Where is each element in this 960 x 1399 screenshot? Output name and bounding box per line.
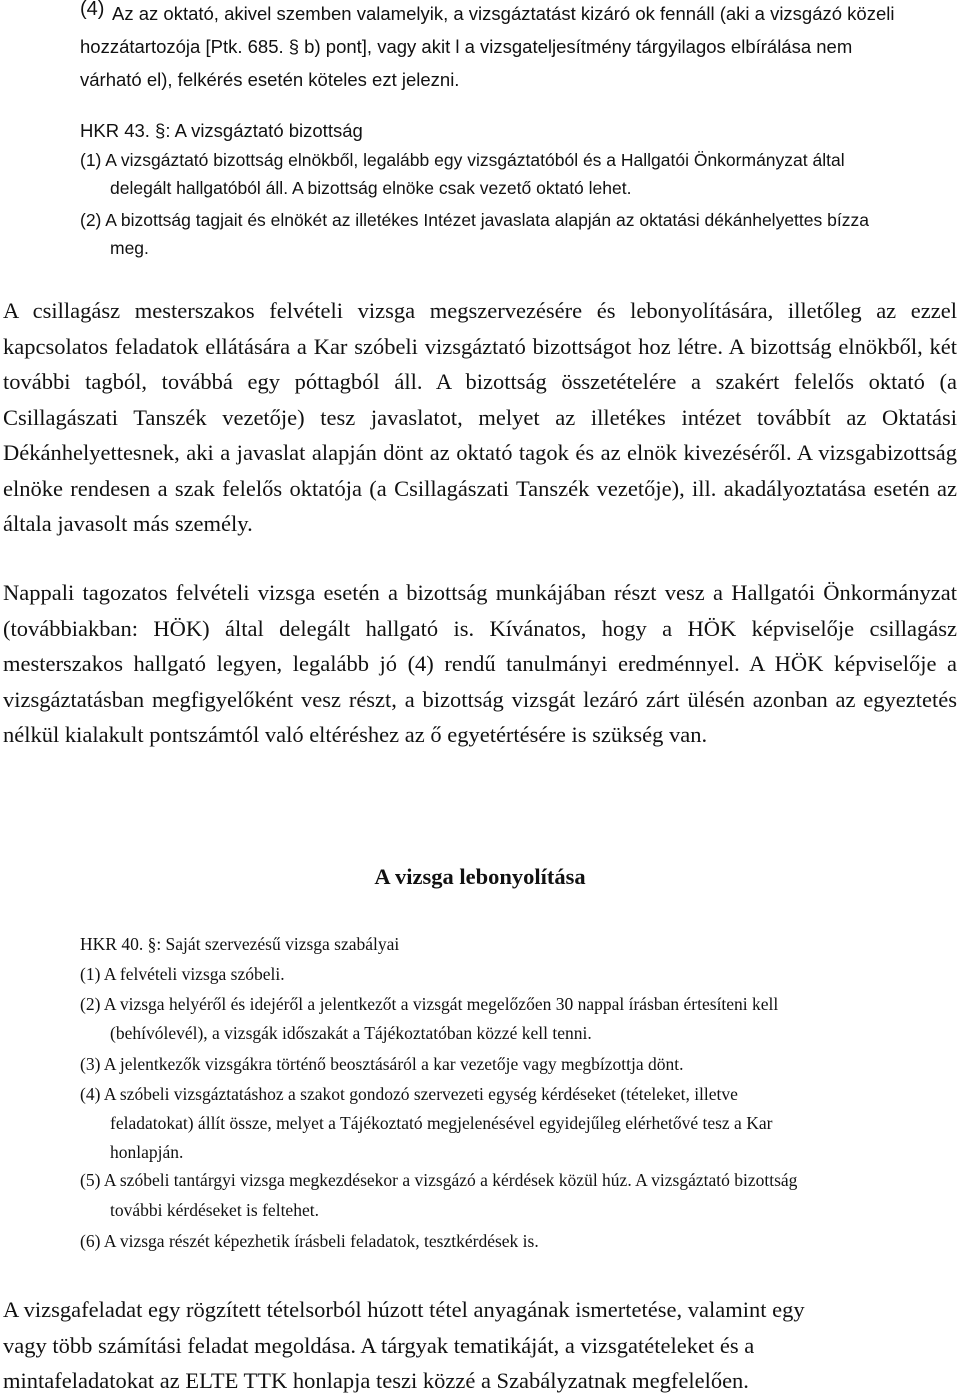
exam-task-line: A vizsgafeladat egy rögzített tételsorból húzott tétel anyagának ismertetése, valamint egy bbox=[3, 1297, 805, 1322]
paragraph-4-number: (4) bbox=[80, 0, 105, 20]
hkr40-item-cont: további kérdéseket is feltehet. bbox=[110, 1200, 319, 1220]
hkr43-item-1-cont: delegált hallgatóból áll. A bizottság elnöke csak vezető oktató lehet. bbox=[110, 178, 632, 198]
hkr43-item-2-cont: meg. bbox=[110, 238, 149, 258]
paragraph-4-line: várható el), felkérés esetén köteles ezt jelezni. bbox=[80, 69, 460, 90]
hkr40-item-cont: (behívólevél), a vizsgák időszakát a Tájékoztatóban közzé kell tenni. bbox=[110, 1023, 592, 1043]
hkr40-item-cont: feladatokat) állít össze, melyet a Tájékoztató megjelenésével egyidejűleg elérhetővé tesz a Kar bbox=[110, 1113, 773, 1133]
paragraph-4-line: hozzátartozója [Ptk. 685. § b) pont], vagy akit l a vizsgateljesítmény tárgyilagos elbírálása nem bbox=[80, 36, 853, 57]
hkr43-title: HKR 43. §: A vizsgáztató bizottság bbox=[80, 120, 363, 141]
hkr40-item-cont: honlapján. bbox=[110, 1142, 184, 1162]
hkr40-item: (5) A szóbeli tantárgyi vizsga megkezdésekor a vizsgázó a kérdések közül húz. A vizsgáztató bizottság bbox=[80, 1170, 798, 1190]
paragraph-committee: A csillagász mesterszakos felvételi vizsga megszervezésére és lebonyolítására, illetőleg az ezzel kapcsolatos feladatok ellátására a Kar szóbeli vizsgáztató bizottságot hoz létre. A bizottság elnökből, két további tagból, továbbá egy póttagból áll. A bizottság összetételére a szakért felelős oktató (a Csillagászati Tanszék vezetője) tesz javaslatot, melyet az illetékes intézet továbbít az Oktatási Dékánhelyettesnek, aki a javaslat alapján dönt az oktató tagok és az elnök kivezéséről. A vizsgabizottság elnöke rendesen a szak felelős oktatója (a Csillagászati Tanszék vezetője), ill. akadályoztatása esetén az általa javasolt más személy. bbox=[3, 298, 957, 536]
hkr43-item-1: (1) A vizsgáztató bizottság elnökből, legalább egy vizsgáztatóból és a Hallgatói Önkormányzat által bbox=[80, 150, 845, 170]
hkr40-item: (6) A vizsga részét képezhetik írásbeli feladatok, tesztkérdések is. bbox=[80, 1231, 539, 1251]
section-heading: A vizsga lebonyolítása bbox=[374, 864, 586, 889]
hkr40-item: (2) A vizsga helyéről és idejéről a jelentkezőt a vizsgát megelőzően 30 nappal írásban értesíteni kell bbox=[80, 994, 779, 1014]
hkr40-title: HKR 40. §: Saját szervezésű vizsga szabályai bbox=[80, 934, 400, 954]
hkr43-item-2: (2) A bizottság tagjait és elnökét az illetékes Intézet javaslata alapján az oktatási dékánhelyettes bízza bbox=[80, 210, 869, 230]
exam-task-line: mintafeladatokat az ELTE TTK honlapja teszi közzé a Szabályzatnak megfelelően. bbox=[3, 1368, 749, 1393]
paragraph-4-line: Az az oktató, akivel szemben valamelyik, a vizsgáztatást kizáró ok fennáll (aki a vizsgázó közeli bbox=[112, 3, 895, 24]
paragraph-hok: Nappali tagozatos felvételi vizsga esetén a bizottság munkájában részt vesz a Hallgatói Önkormányzat (továbbiakban: HÖK) által delegált hallgató is. Kívánatos, hogy a HÖK képviselője csillagász mesterszakos hallgató legyen, legalább jó (4) rendű tanulmányi eredménnyel. A HÖK képviselője a vizsgáztatásban megfigyelőként vesz részt, a bizottság vizsgát lezáró zárt ülésén azonban az egyeztetés nélkül kialakult pontszámtól való eltéréshez az ő egyetértésére is szükség van. bbox=[3, 580, 957, 747]
paragraph-exam-task bbox=[3, 1292, 943, 1399]
hkr40-item: (3) A jelentkezők vizsgákra történő beosztásáról a kar vezetője vagy megbízottja dönt. bbox=[80, 1054, 684, 1074]
hkr40-item: (1) A felvételi vizsga szóbeli. bbox=[80, 964, 285, 984]
hkr40-item: (4) A szóbeli vizsgáztatáshoz a szakot gondozó szervezeti egység kérdéseket (tételeket, illetve bbox=[80, 1084, 738, 1104]
exam-task-line: vagy több számítási feladat megoldása. A tárgyak tematikáját, a vizsgatételeket és a bbox=[3, 1332, 755, 1358]
